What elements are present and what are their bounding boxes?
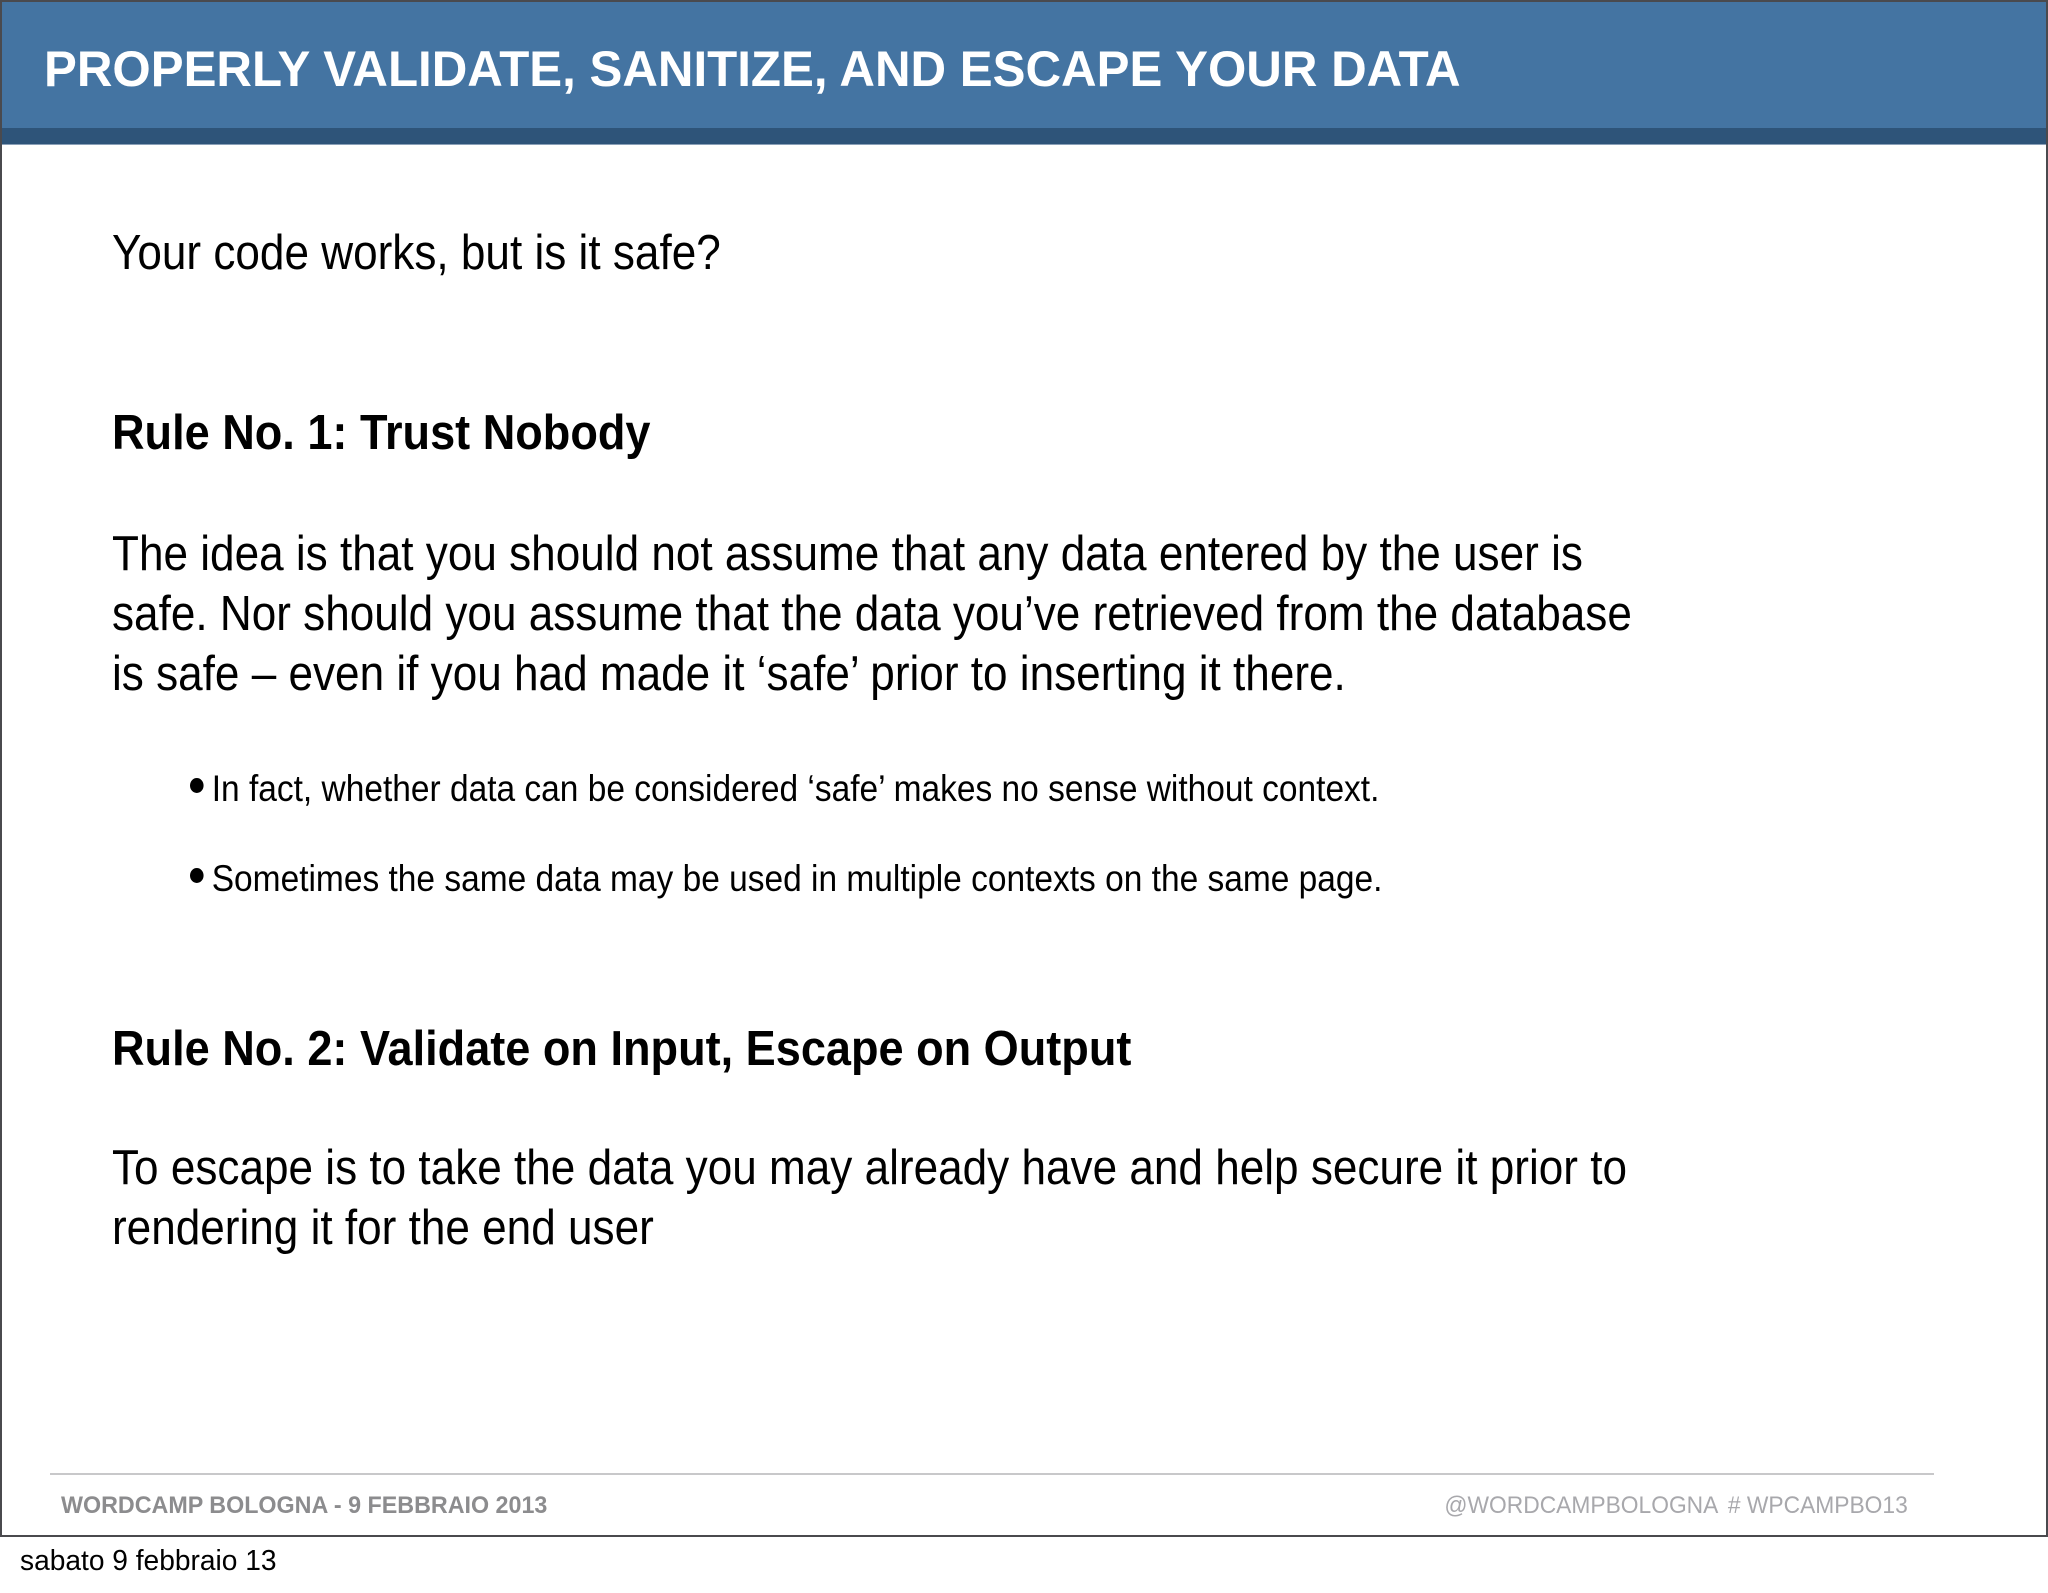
footer-divider	[50, 1473, 1934, 1475]
bullet-text: In fact, whether data can be considered ‘safe’ makes no sense without context.	[211, 768, 1380, 809]
paragraph-line: rendering it for the end user	[112, 1201, 654, 1255]
intro-question: Your code works, but is it safe?	[112, 226, 721, 280]
paragraph-line: is safe – even if you had made it ‘safe’ prior to inserting it there.	[112, 647, 1346, 701]
header-accent-strip	[2, 128, 2046, 145]
paragraph-line: The idea is that you should not assume that any data entered by the user is	[112, 527, 1583, 581]
footer-hashtag: # WPCAMPBO13	[1728, 1492, 1908, 1519]
footer-event-label: WORDCAMP BOLOGNA - 9 FEBBRAIO 2013	[61, 1492, 548, 1519]
bullet-icon	[190, 868, 204, 883]
paragraph-line: To escape is to take the data you may already have and help secure it prior to	[112, 1141, 1627, 1195]
footer-handle: @WORDCAMPBOLOGNA	[1444, 1492, 1719, 1519]
rule-1-paragraph	[112, 524, 1632, 704]
bullet-item	[190, 856, 1382, 902]
slide-date-caption: sabato 9 febbraio 13	[20, 1545, 277, 1577]
rule-1-heading: Rule No. 1: Trust Nobody	[112, 406, 651, 460]
rule-2-paragraph	[112, 1138, 1627, 1258]
bullet-icon	[190, 778, 204, 793]
slide-title: PROPERLY VALIDATE, SANITIZE, AND ESCAPE YOUR DATA	[44, 41, 1461, 97]
rule-2-heading: Rule No. 2: Validate on Input, Escape on Output	[112, 1022, 1132, 1076]
bullet-text: Sometimes the same data may be used in multiple contexts on the same page.	[211, 858, 1383, 899]
bullet-item	[190, 766, 1382, 812]
paragraph-line: safe. Nor should you assume that the data you’ve retrieved from the database	[112, 587, 1632, 641]
footer-social	[1445, 1492, 1908, 1520]
rule-1-bullet-list	[190, 766, 1382, 946]
slide-header	[2, 2, 2046, 128]
